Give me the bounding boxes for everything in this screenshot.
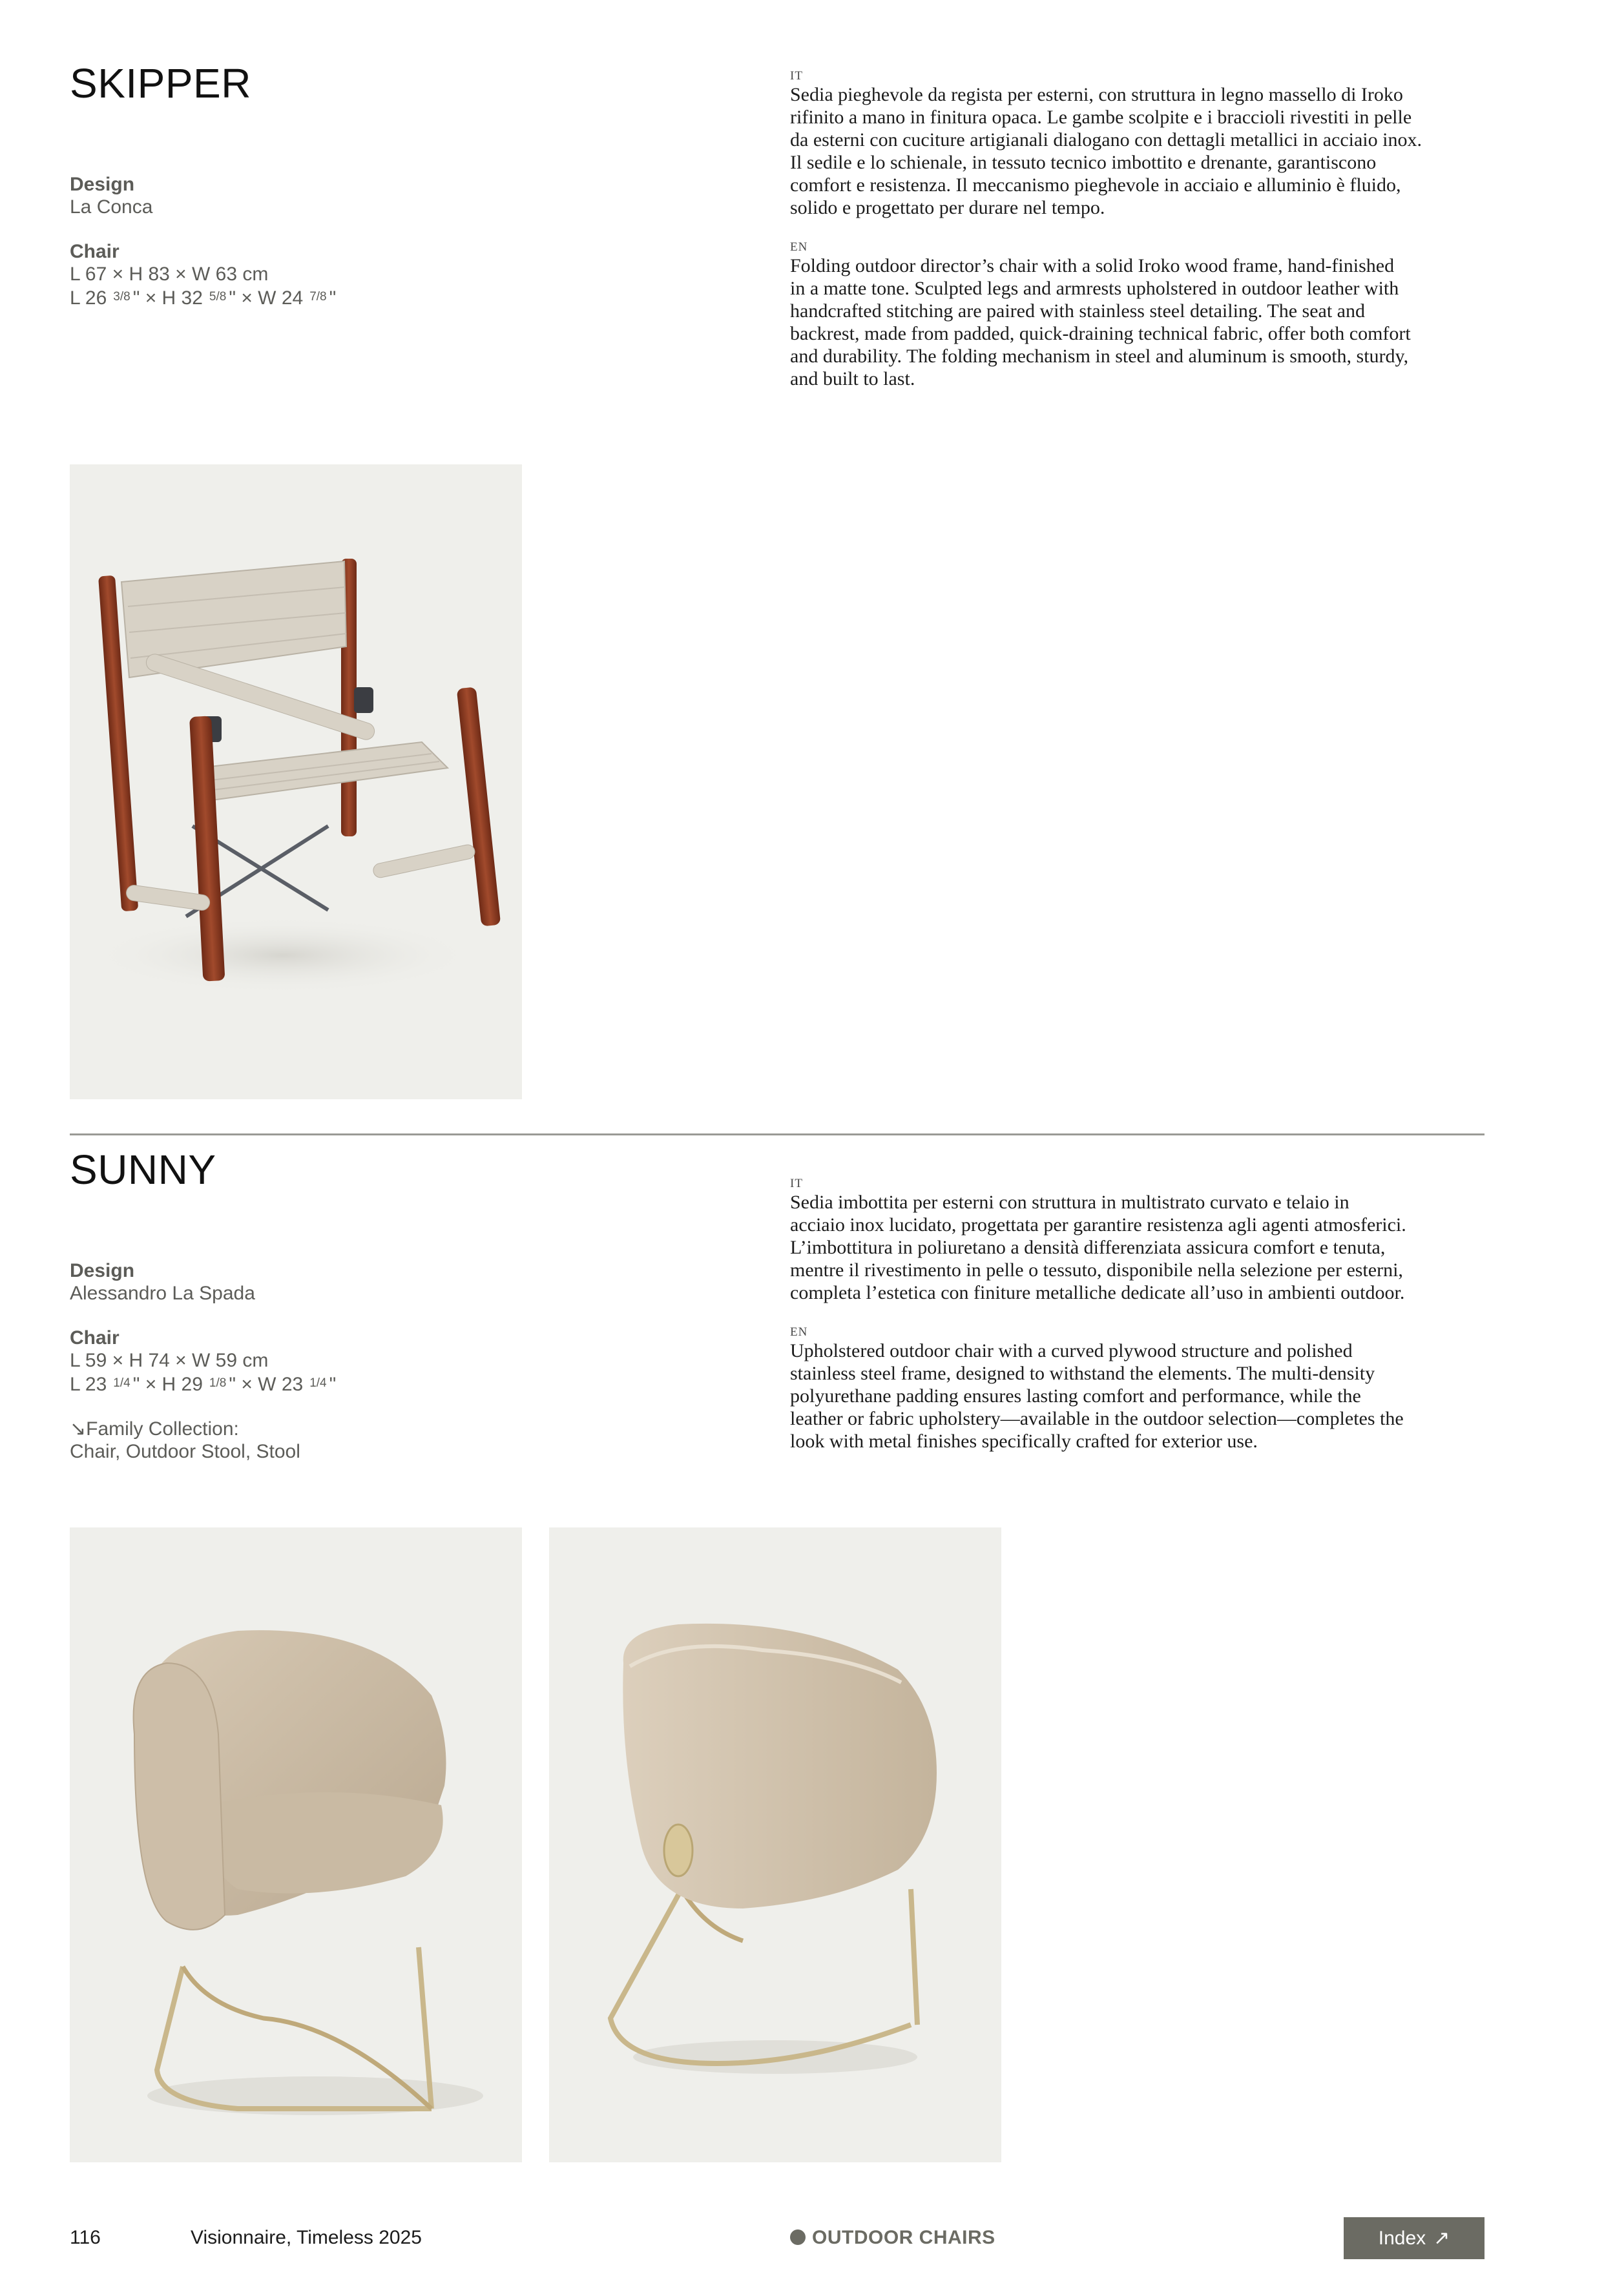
product-meta-skipper (70, 173, 651, 309)
index-button-label: Index (1378, 2227, 1426, 2249)
lang-label-it: IT (790, 69, 803, 83)
section-indicator (790, 2227, 995, 2249)
lang-label-it: IT (790, 1177, 803, 1190)
dimensions-cm: L 59 × H 74 × W 59 cm (70, 1350, 269, 1371)
product-photo-sunny-back (549, 1527, 1001, 2162)
design-label: Design (70, 174, 135, 195)
family-collection-link[interactable] (70, 1418, 651, 1440)
description-en: Upholstered outdoor chair with a curved plywood structure and polished stainless steel frame, designed to withstand the elements. The multi-density polyurethane padding ensures lasting comfort and performance, while the leather or fabric upholstery—available in the outdoor selection—completes the look with metal finishes specifically crafted for exterior use. (790, 1340, 1404, 1452)
type-label: Chair (70, 1327, 120, 1349)
product-photo-skipper (70, 464, 522, 1099)
description-skipper (790, 69, 1488, 390)
publication-title: Visionnaire, Timeless 2025 (191, 2227, 422, 2248)
lang-label-en: EN (790, 240, 808, 254)
description-it: Sedia pieghevole da regista per esterni, con struttura in legno massello di Iroko rifinito a mano in finitura opaca. Le gambe scolpite e i braccioli rivestiti in pelle da esterni con cuciture artigianali dialogano con dettagli metallici in acciaio inox. Il sedile e lo schienale, in tessuto tecnico imbottito e drenante, garantiscono comfort e resistenza. Il meccanismo pieghevole in acciaio e alluminio è fluido, solido e progettato per durare nel tempo. (790, 84, 1422, 218)
description-it: Sedia imbottita per esterni con struttura in multistrato curvato e telaio in acciaio inox lucidato, progettata per garantire resistenza agli agenti atmosferici. L’imbottitura in poliuretano a densità differenziata assicura comfort e tenuta, mentre il rivestimento in pelle o tessuto, disponibile nella selezione per esterni, completa l’estetica con finiture metalliche dedicate all’uso in ambienti outdoor. (790, 1192, 1406, 1303)
arrow-up-right-icon: ↗ (1433, 2228, 1450, 2249)
product-title-sunny: SUNNY (70, 1146, 216, 1193)
product-meta-sunny (70, 1259, 651, 1463)
family-collection-label: Family Collection: (86, 1418, 239, 1440)
section-label: OUTDOOR CHAIRS (812, 2227, 995, 2248)
dimensions-inches: L 23 $^{1/4}$ " × H 29 $^{1/8}$ " × W 23 $^{1/4}$ " (70, 1374, 337, 1395)
type-label: Chair (70, 241, 120, 262)
product-photo-sunny-front (70, 1527, 522, 2162)
designer-name: Alessandro La Spada (70, 1283, 255, 1304)
section-dot-icon (790, 2229, 806, 2245)
dimensions-inches: L 26 $^{3/8}$ " × H 32 $^{5/8}$ " × W 24 $^{7/8}$ " (70, 287, 337, 309)
arrow-down-right-icon: ↘ (70, 1418, 87, 1440)
description-en: Folding outdoor director’s chair with a solid Iroko wood frame, hand-finished in a matte tone. Sculpted legs and armrests upholstered in outdoor leather with handcrafted stitching are paired with stainless steel detailing. The seat and backrest, made from padded, quick-draining technical fabric, offer both comfort and durability. The folding mechanism in steel and aluminum is smooth, sturdy, and built to last. (790, 255, 1411, 389)
description-sunny (790, 1177, 1488, 1453)
lang-label-en: EN (790, 1325, 808, 1339)
dimensions-cm: L 67 × H 83 × W 63 cm (70, 264, 269, 285)
section-divider (70, 1133, 1485, 1135)
page-number: 116 (70, 2227, 101, 2248)
design-label: Design (70, 1260, 135, 1281)
family-collection-items: Chair, Outdoor Stool, Stool (70, 1441, 300, 1462)
product-title-skipper: SKIPPER (70, 60, 251, 107)
index-button[interactable] (1344, 2217, 1485, 2259)
designer-name: La Conca (70, 196, 153, 218)
